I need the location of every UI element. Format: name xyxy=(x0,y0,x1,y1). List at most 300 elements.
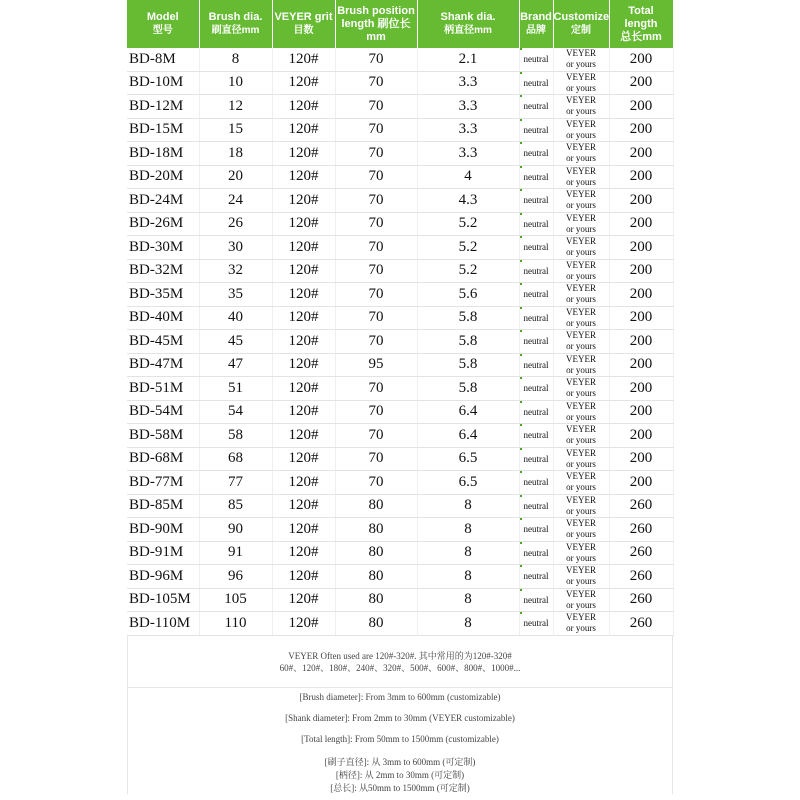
brand-cell: neutral xyxy=(519,189,553,213)
brush-position-cell: 80 xyxy=(335,541,417,565)
shank-dia-cell: 5.8 xyxy=(417,306,519,330)
model-cell: BD-51M xyxy=(127,377,199,401)
customize-cell xyxy=(553,400,609,424)
customize-line1: VEYER xyxy=(566,212,596,223)
grit-cell: 120# xyxy=(272,353,335,377)
brush-position-cell: 80 xyxy=(335,518,417,542)
customize-line2: or yours xyxy=(566,106,596,117)
customize-line1: VEYER xyxy=(566,259,596,270)
shank-dia-cell: 6.4 xyxy=(417,400,519,424)
customize-cell xyxy=(553,118,609,142)
customize-cell xyxy=(553,95,609,119)
shank-dia-cell: 3.3 xyxy=(417,95,519,119)
brush-position-cell: 70 xyxy=(335,400,417,424)
header-brand-en: Brand xyxy=(520,11,552,23)
brush-dia-cell: 30 xyxy=(199,236,272,260)
total-length-cell: 200 xyxy=(609,471,673,495)
grit-cell: 120# xyxy=(272,212,335,236)
table-row xyxy=(127,447,673,471)
grit-cell: 120# xyxy=(272,377,335,401)
customize-line1: VEYER xyxy=(566,541,596,552)
grit-cell: 120# xyxy=(272,541,335,565)
brand-cell: neutral xyxy=(519,48,553,71)
total-length-cell: 200 xyxy=(609,71,673,95)
note-brush-diameter: [Brush diameter]: From 3mm to 600mm (customizable) xyxy=(299,691,501,702)
model-cell: BD-68M xyxy=(127,447,199,471)
brush-position-cell: 70 xyxy=(335,283,417,307)
customize-line2: or yours xyxy=(566,129,596,140)
model-cell: BD-40M xyxy=(127,306,199,330)
brush-dia-cell: 26 xyxy=(199,212,272,236)
customize-line2: or yours xyxy=(566,317,596,328)
shank-dia-cell: 5.8 xyxy=(417,353,519,377)
table-row xyxy=(127,95,673,119)
customize-line2: or yours xyxy=(566,529,596,540)
brush-position-cell: 70 xyxy=(335,377,417,401)
customize-cell xyxy=(553,142,609,166)
customize-cell xyxy=(553,212,609,236)
table-row xyxy=(127,400,673,424)
header-brush-dia-cn: 刷直径mm xyxy=(211,25,260,36)
table-row xyxy=(127,541,673,565)
model-cell: BD-15M xyxy=(127,118,199,142)
header-customize-cn: 定制 xyxy=(571,25,591,36)
customize-line2: or yours xyxy=(566,176,596,187)
grit-cell: 120# xyxy=(272,165,335,189)
shank-dia-cell: 6.4 xyxy=(417,424,519,448)
header-model xyxy=(127,0,199,48)
notes-section xyxy=(127,636,673,794)
brush-dia-cell: 54 xyxy=(199,400,272,424)
header-total-length xyxy=(609,0,673,48)
model-cell: BD-91M xyxy=(127,541,199,565)
model-cell: BD-26M xyxy=(127,212,199,236)
grit-cell: 120# xyxy=(272,118,335,142)
shank-dia-cell: 5.2 xyxy=(417,259,519,283)
brush-position-cell: 70 xyxy=(335,95,417,119)
header-total-line1: Total xyxy=(628,4,654,17)
total-length-cell: 200 xyxy=(609,189,673,213)
customize-cell xyxy=(553,377,609,401)
customize-cell xyxy=(553,283,609,307)
brush-position-cell: 70 xyxy=(335,259,417,283)
brush-dia-cell: 58 xyxy=(199,424,272,448)
customize-cell xyxy=(553,48,609,71)
customize-cell xyxy=(553,541,609,565)
table-row xyxy=(127,377,673,401)
customize-line2: or yours xyxy=(566,435,596,446)
header-model-cn: 型号 xyxy=(152,25,173,36)
brand-cell: neutral xyxy=(519,541,553,565)
customize-line1: VEYER xyxy=(566,471,596,482)
total-length-cell: 200 xyxy=(609,400,673,424)
brand-cell: neutral xyxy=(519,259,553,283)
customize-line1: VEYER xyxy=(566,118,596,129)
shank-dia-cell: 8 xyxy=(417,565,519,589)
header-brand-cn: 品牌 xyxy=(526,25,546,36)
shank-dia-cell: 2.1 xyxy=(417,48,519,71)
table-row xyxy=(127,588,673,612)
shank-dia-cell: 4.3 xyxy=(417,189,519,213)
grit-cell: 120# xyxy=(272,447,335,471)
brush-position-cell: 70 xyxy=(335,189,417,213)
brush-dia-cell: 8 xyxy=(199,48,272,71)
brush-position-cell: 80 xyxy=(335,588,417,612)
header-brush-position xyxy=(335,0,417,48)
model-cell: BD-8M xyxy=(127,48,199,71)
table-row xyxy=(127,236,673,260)
customize-line1: VEYER xyxy=(566,330,596,341)
brand-cell: neutral xyxy=(519,71,553,95)
customize-line2: or yours xyxy=(566,505,596,516)
table-row xyxy=(127,353,673,377)
grit-cell: 120# xyxy=(272,400,335,424)
brush-dia-cell: 45 xyxy=(199,330,272,354)
shank-dia-cell: 3.3 xyxy=(417,118,519,142)
model-cell: BD-35M xyxy=(127,283,199,307)
total-length-cell: 200 xyxy=(609,306,673,330)
customize-line1: VEYER xyxy=(566,306,596,317)
grit-cell: 120# xyxy=(272,471,335,495)
total-length-cell: 260 xyxy=(609,612,673,636)
brand-cell: neutral xyxy=(519,400,553,424)
customize-line2: or yours xyxy=(566,294,596,305)
table-row xyxy=(127,212,673,236)
grit-cell: 120# xyxy=(272,283,335,307)
table-row xyxy=(127,71,673,95)
brush-dia-cell: 24 xyxy=(199,189,272,213)
brush-dia-cell: 20 xyxy=(199,165,272,189)
brush-position-cell: 70 xyxy=(335,71,417,95)
header-model-en: Model xyxy=(146,11,179,23)
grit-cell: 120# xyxy=(272,71,335,95)
brand-cell: neutral xyxy=(519,283,553,307)
model-cell: BD-77M xyxy=(127,471,199,495)
shank-dia-cell: 6.5 xyxy=(417,471,519,495)
brand-cell: neutral xyxy=(519,353,553,377)
shank-dia-cell: 3.3 xyxy=(417,142,519,166)
customize-line2: or yours xyxy=(566,200,596,211)
brand-cell: neutral xyxy=(519,518,553,542)
shank-dia-cell: 5.8 xyxy=(417,377,519,401)
customize-line1: VEYER xyxy=(566,424,596,435)
header-brush-dia xyxy=(199,0,272,48)
total-length-cell: 260 xyxy=(609,518,673,542)
brush-position-cell: 80 xyxy=(335,565,417,589)
header-brush-position-line1: Brush position xyxy=(337,4,415,17)
note-cn-total: [总长]: 从50mm to 1500mm (可定制) xyxy=(330,782,470,793)
brand-cell: neutral xyxy=(519,165,553,189)
customize-line1: VEYER xyxy=(566,447,596,458)
spec-table xyxy=(127,0,674,636)
brand-cell: neutral xyxy=(519,95,553,119)
grit-cell: 120# xyxy=(272,612,335,636)
customize-line2: or yours xyxy=(566,599,596,610)
brand-cell: neutral xyxy=(519,118,553,142)
total-length-cell: 200 xyxy=(609,259,673,283)
customize-line2: or yours xyxy=(566,623,596,634)
total-length-cell: 260 xyxy=(609,494,673,518)
brand-cell: neutral xyxy=(519,212,553,236)
brush-position-cell: 70 xyxy=(335,471,417,495)
brush-dia-cell: 105 xyxy=(199,588,272,612)
model-cell: BD-20M xyxy=(127,165,199,189)
brush-position-cell: 70 xyxy=(335,165,417,189)
header-brush-position-line2: length 刷位长 xyxy=(341,17,411,30)
grit-cell: 120# xyxy=(272,494,335,518)
header-grit-cn: 目数 xyxy=(293,25,314,36)
customize-cell xyxy=(553,518,609,542)
table-header xyxy=(127,0,673,48)
total-length-cell: 200 xyxy=(609,447,673,471)
model-cell: BD-96M xyxy=(127,565,199,589)
grit-cell: 120# xyxy=(272,95,335,119)
model-cell: BD-54M xyxy=(127,400,199,424)
model-cell: BD-85M xyxy=(127,494,199,518)
customize-line2: or yours xyxy=(566,364,596,375)
shank-dia-cell: 5.2 xyxy=(417,236,519,260)
customize-line1: VEYER xyxy=(566,400,596,411)
table-row xyxy=(127,330,673,354)
table-row xyxy=(127,142,673,166)
model-cell: BD-90M xyxy=(127,518,199,542)
model-cell: BD-105M xyxy=(127,588,199,612)
shank-dia-cell: 8 xyxy=(417,518,519,542)
grit-cell: 120# xyxy=(272,259,335,283)
brand-cell: neutral xyxy=(519,447,553,471)
customize-line1: VEYER xyxy=(566,612,596,623)
brand-cell: neutral xyxy=(519,330,553,354)
brush-dia-cell: 10 xyxy=(199,71,272,95)
brush-position-cell: 95 xyxy=(335,353,417,377)
brush-dia-cell: 12 xyxy=(199,95,272,119)
table-row xyxy=(127,283,673,307)
model-cell: BD-12M xyxy=(127,95,199,119)
table-row xyxy=(127,471,673,495)
table-row xyxy=(127,189,673,213)
brand-cell: neutral xyxy=(519,471,553,495)
brush-dia-cell: 96 xyxy=(199,565,272,589)
customize-line2: or yours xyxy=(566,59,596,70)
customize-line1: VEYER xyxy=(566,48,596,59)
customize-line1: VEYER xyxy=(566,283,596,294)
total-length-cell: 200 xyxy=(609,353,673,377)
model-cell: BD-45M xyxy=(127,330,199,354)
customize-line2: or yours xyxy=(566,223,596,234)
grit-cell: 120# xyxy=(272,424,335,448)
header-grit-en: VEYER grit xyxy=(274,11,333,23)
model-cell: BD-10M xyxy=(127,71,199,95)
customize-cell xyxy=(553,565,609,589)
header-total-line2: length xyxy=(624,17,658,30)
customize-line2: or yours xyxy=(566,482,596,493)
header-brand xyxy=(519,0,553,48)
shank-dia-cell: 5.2 xyxy=(417,212,519,236)
customize-line2: or yours xyxy=(566,388,596,399)
grit-cell: 120# xyxy=(272,588,335,612)
customize-line2: or yours xyxy=(566,552,596,563)
customize-line1: VEYER xyxy=(566,565,596,576)
brush-dia-cell: 15 xyxy=(199,118,272,142)
total-length-cell: 200 xyxy=(609,377,673,401)
grit-cell: 120# xyxy=(272,518,335,542)
model-cell: BD-110M xyxy=(127,612,199,636)
customize-line2: or yours xyxy=(566,270,596,281)
brand-cell: neutral xyxy=(519,236,553,260)
header-brush-dia-en: Brush dia. xyxy=(208,11,263,23)
brush-dia-cell: 47 xyxy=(199,353,272,377)
customize-cell xyxy=(553,330,609,354)
customize-line2: or yours xyxy=(566,411,596,422)
table-row xyxy=(127,48,673,71)
note-total-length: [Total length]: From 50mm to 1500mm (customizable) xyxy=(301,733,499,744)
shank-dia-cell: 5.8 xyxy=(417,330,519,354)
brand-cell: neutral xyxy=(519,424,553,448)
customize-cell xyxy=(553,494,609,518)
customize-cell xyxy=(553,71,609,95)
customize-cell xyxy=(553,236,609,260)
model-cell: BD-18M xyxy=(127,142,199,166)
customize-line2: or yours xyxy=(566,247,596,258)
total-length-cell: 200 xyxy=(609,48,673,71)
total-length-cell: 200 xyxy=(609,330,673,354)
table-row xyxy=(127,306,673,330)
brush-position-cell: 70 xyxy=(335,306,417,330)
customize-cell xyxy=(553,165,609,189)
brush-position-cell: 80 xyxy=(335,612,417,636)
brush-dia-cell: 85 xyxy=(199,494,272,518)
brush-position-cell: 70 xyxy=(335,447,417,471)
customize-line1: VEYER xyxy=(566,353,596,364)
shank-dia-cell: 8 xyxy=(417,588,519,612)
customize-line1: VEYER xyxy=(566,377,596,388)
customize-cell xyxy=(553,447,609,471)
brush-position-cell: 70 xyxy=(335,236,417,260)
table-row xyxy=(127,612,673,636)
brand-cell: neutral xyxy=(519,494,553,518)
brush-position-cell: 70 xyxy=(335,118,417,142)
model-cell: BD-32M xyxy=(127,259,199,283)
customize-cell xyxy=(553,424,609,448)
brand-cell: neutral xyxy=(519,565,553,589)
brush-dia-cell: 90 xyxy=(199,518,272,542)
brand-cell: neutral xyxy=(519,612,553,636)
note-cn-shank: [柄径]: 从 2mm to 30mm (可定制) xyxy=(335,769,465,780)
spec-sheet xyxy=(127,0,673,794)
grit-cell: 120# xyxy=(272,236,335,260)
brush-dia-cell: 110 xyxy=(199,612,272,636)
total-length-cell: 260 xyxy=(609,588,673,612)
brush-dia-cell: 91 xyxy=(199,541,272,565)
grit-cell: 120# xyxy=(272,189,335,213)
header-shank-cn: 柄直径mm xyxy=(444,25,492,36)
header-shank-en: Shank dia. xyxy=(440,11,496,23)
customize-line1: VEYER xyxy=(566,236,596,247)
brush-position-cell: 70 xyxy=(335,142,417,166)
brush-position-cell: 70 xyxy=(335,330,417,354)
customize-line2: or yours xyxy=(566,153,596,164)
size-notes xyxy=(128,688,672,794)
header-customize xyxy=(553,0,609,48)
shank-dia-cell: 8 xyxy=(417,612,519,636)
header-shank-dia xyxy=(417,0,519,48)
customize-line1: VEYER xyxy=(566,71,596,82)
table-body xyxy=(127,48,673,635)
brush-dia-cell: 40 xyxy=(199,306,272,330)
header-total-line3: 总长mm xyxy=(620,30,662,43)
table-row xyxy=(127,118,673,142)
customize-line1: VEYER xyxy=(566,95,596,106)
customize-cell xyxy=(553,588,609,612)
brush-position-cell: 70 xyxy=(335,424,417,448)
model-cell: BD-58M xyxy=(127,424,199,448)
total-length-cell: 200 xyxy=(609,142,673,166)
header-grit xyxy=(272,0,335,48)
customize-line1: VEYER xyxy=(566,588,596,599)
total-length-cell: 200 xyxy=(609,424,673,448)
grit-cell: 120# xyxy=(272,565,335,589)
total-length-cell: 200 xyxy=(609,118,673,142)
header-brush-position-line3: mm xyxy=(366,30,386,43)
brand-cell: neutral xyxy=(519,377,553,401)
total-length-cell: 200 xyxy=(609,283,673,307)
table-row xyxy=(127,424,673,448)
often-used-line2: 60#、120#、180#、240#、320#、500#、600#、800#、1000#... xyxy=(279,662,521,673)
model-cell: BD-24M xyxy=(127,189,199,213)
brush-dia-cell: 51 xyxy=(199,377,272,401)
grit-cell: 120# xyxy=(272,142,335,166)
customize-cell xyxy=(553,306,609,330)
brush-dia-cell: 77 xyxy=(199,471,272,495)
brush-position-cell: 70 xyxy=(335,48,417,71)
customize-cell xyxy=(553,353,609,377)
customize-cell xyxy=(553,259,609,283)
table-row xyxy=(127,518,673,542)
customize-line1: VEYER xyxy=(566,142,596,153)
brush-dia-cell: 32 xyxy=(199,259,272,283)
brand-cell: neutral xyxy=(519,588,553,612)
shank-dia-cell: 8 xyxy=(417,541,519,565)
customize-cell xyxy=(553,189,609,213)
shank-dia-cell: 5.6 xyxy=(417,283,519,307)
customize-line2: or yours xyxy=(566,341,596,352)
total-length-cell: 200 xyxy=(609,236,673,260)
customize-line1: VEYER xyxy=(566,189,596,200)
customize-line2: or yours xyxy=(566,82,596,93)
customize-cell xyxy=(553,612,609,636)
total-length-cell: 260 xyxy=(609,541,673,565)
table-row xyxy=(127,259,673,283)
shank-dia-cell: 3.3 xyxy=(417,71,519,95)
brand-cell: neutral xyxy=(519,306,553,330)
total-length-cell: 200 xyxy=(609,212,673,236)
model-cell: BD-47M xyxy=(127,353,199,377)
brush-dia-cell: 35 xyxy=(199,283,272,307)
often-used-line1: VEYER Often used are 120#-320#. 其中常用的为120#-320# xyxy=(288,650,512,661)
customize-line1: VEYER xyxy=(566,494,596,505)
total-length-cell: 200 xyxy=(609,95,673,119)
grit-cell: 120# xyxy=(272,330,335,354)
shank-dia-cell: 6.5 xyxy=(417,447,519,471)
brush-dia-cell: 18 xyxy=(199,142,272,166)
shank-dia-cell: 4 xyxy=(417,165,519,189)
table-row xyxy=(127,565,673,589)
customize-cell xyxy=(553,471,609,495)
table-row xyxy=(127,165,673,189)
customize-line2: or yours xyxy=(566,458,596,469)
customize-line1: VEYER xyxy=(566,165,596,176)
brush-position-cell: 80 xyxy=(335,494,417,518)
